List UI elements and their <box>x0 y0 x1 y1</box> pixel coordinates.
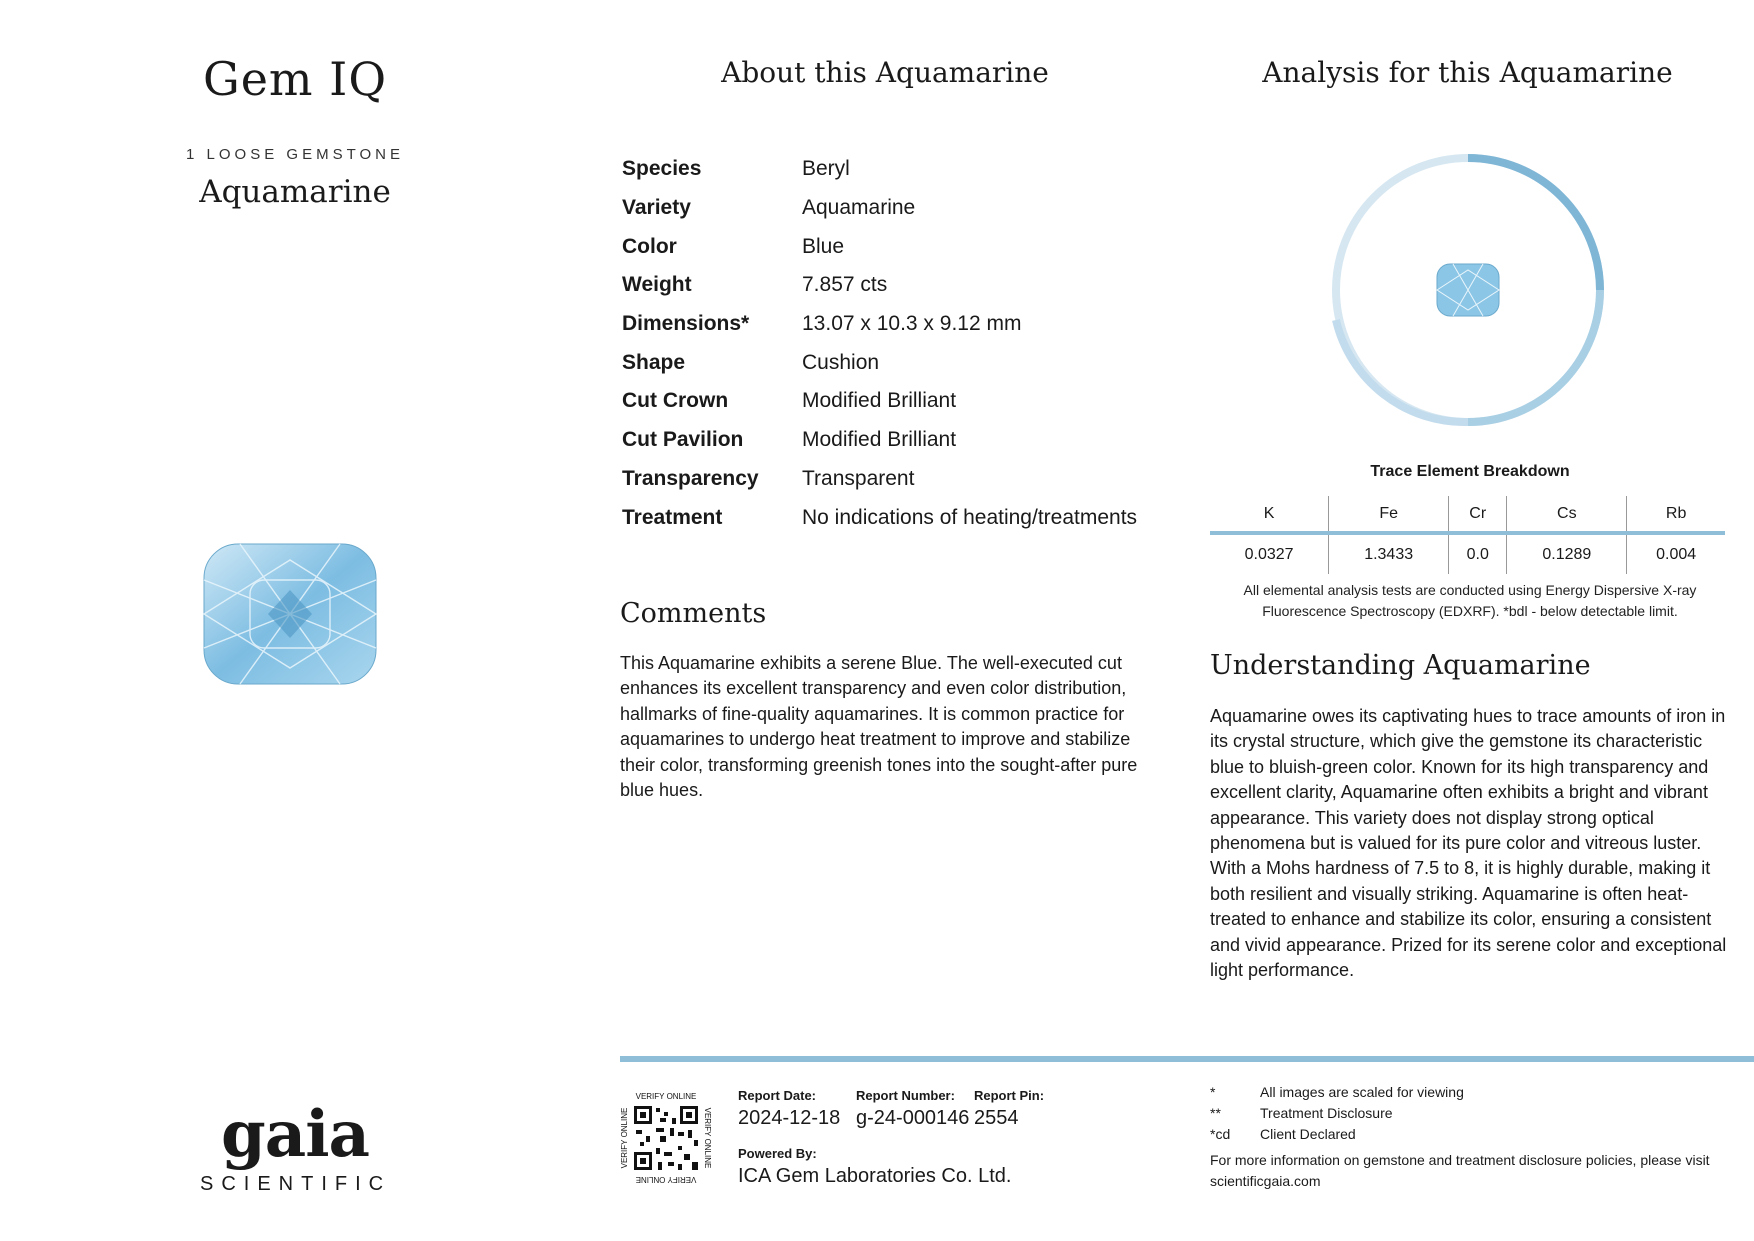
gem-thumbnail <box>1437 264 1499 316</box>
trace-header-row <box>1210 496 1725 533</box>
brand-title: Gem IQ <box>202 52 388 106</box>
verify-label-right: VERIFY ONLINE <box>703 1107 712 1169</box>
about-title: About this Aquamarine <box>721 56 1049 89</box>
comments-title: Comments <box>620 598 767 629</box>
report-date-label: Report Date: <box>738 1088 817 1103</box>
legend-text: Client Declared <box>1260 1126 1356 1142</box>
logo-subtitle: SCIENTIFIC <box>200 1173 392 1195</box>
verify-label-left: VERIFY ONLINE <box>620 1107 629 1169</box>
spec-row <box>622 498 1137 537</box>
report-date-value: 2024-12-18 <box>738 1107 841 1129</box>
powered-by <box>738 1146 1011 1188</box>
trace-header: Rb <box>1627 496 1725 533</box>
trace-value: 0.004 <box>1627 533 1725 574</box>
spec-row <box>622 382 1137 421</box>
spec-label: Cut Pavilion <box>622 428 744 452</box>
gaia-scientific-logo <box>200 1097 392 1196</box>
spec-value: Cushion <box>802 350 880 374</box>
color-ring-graphic <box>1328 150 1608 430</box>
spec-row <box>622 266 1137 305</box>
spec-row <box>622 227 1137 266</box>
trace-value: 1.3433 <box>1329 533 1449 574</box>
report-date <box>738 1088 840 1130</box>
gem-name: Aquamarine <box>199 174 391 210</box>
legend-symbol: *cd <box>1210 1126 1231 1142</box>
spec-label: Transparency <box>622 466 759 490</box>
legend-item <box>1210 1124 1464 1145</box>
spec-row <box>622 189 1137 228</box>
spec-label: Dimensions* <box>622 312 750 336</box>
legend-item <box>1210 1103 1464 1124</box>
report-pin-value: 2554 <box>974 1107 1019 1129</box>
spec-table <box>622 150 1137 537</box>
spec-label: Treatment <box>622 505 723 529</box>
trace-element-table <box>1210 496 1725 574</box>
understanding-title: Understanding Aquamarine <box>1210 650 1591 681</box>
legend-symbol: * <box>1210 1084 1216 1100</box>
spec-label: Color <box>622 234 677 258</box>
verify-label-top: VERIFY ONLINE <box>635 1092 697 1101</box>
trace-value: 0.0327 <box>1244 545 1294 563</box>
trace-value: 0.1289 <box>1507 533 1627 574</box>
report-pin-label: Report Pin: <box>974 1088 1045 1103</box>
spec-row <box>622 305 1137 344</box>
trace-header: Cs <box>1507 496 1627 533</box>
legend-symbol: ** <box>1210 1105 1221 1121</box>
spec-value: No indications of heating/treatments <box>802 505 1138 529</box>
legend-item <box>1210 1082 1464 1103</box>
gem-photo <box>200 540 380 690</box>
legend-text: All images are scaled for viewing <box>1260 1084 1464 1100</box>
spec-value: Modified Brilliant <box>802 428 957 452</box>
report-number-label: Report Number: <box>856 1088 955 1103</box>
spec-value: 13.07 x 10.3 x 9.12 mm <box>802 312 1022 336</box>
spec-value: 7.857 cts <box>802 273 888 297</box>
spec-label: Weight <box>622 273 692 297</box>
trace-title: Trace Element Breakdown <box>1370 463 1570 480</box>
trace-header: Fe <box>1329 496 1449 533</box>
spec-value: Blue <box>802 234 845 258</box>
trace-note: All elemental analysis tests are conducted using Energy Dispersive X-ray Fluorescence Spectroscopy (EDXRF). *bdl - below detectable limit. <box>1243 582 1697 619</box>
logo-wordmark: gaia <box>221 1097 369 1172</box>
trace-header: Cr <box>1449 496 1507 533</box>
spec-value: Modified Brilliant <box>802 389 957 413</box>
verify-qr-code[interactable] <box>620 1092 712 1184</box>
disclosure-note: For more information on gemstone and treatment disclosure policies, please visit scientificgaia.com <box>1210 1152 1710 1189</box>
spec-label: Cut Crown <box>622 389 729 413</box>
spec-row <box>622 343 1137 382</box>
spec-row <box>622 460 1137 499</box>
gemstone-count-kicker: 1 LOOSE GEMSTONE <box>186 146 404 163</box>
verify-label-bottom: VERIFY ONLINE <box>635 1175 697 1184</box>
spec-label: Species <box>622 157 702 181</box>
legend-text: Treatment Disclosure <box>1260 1105 1393 1121</box>
trace-value-row <box>1210 533 1725 574</box>
spec-label: Shape <box>622 350 686 374</box>
report-number-value: g-24-000146 <box>856 1107 970 1129</box>
powered-by-label: Powered By: <box>738 1146 817 1161</box>
trace-header: K <box>1210 496 1329 533</box>
spec-label: Variety <box>622 196 691 220</box>
understanding-body: Aquamarine owes its captivating hues to trace amounts of iron in its crystal structure, which give the gemstone its characteristic blue to bluish-green color. Known for its high transparency and excellent clarity, Aquamarine often exhibits a bright and vibrant appearance. This variety does not display strong optical phenomena but is valued for its pure color and vitreous luster. With a Mohs hardness of 7.5 to 8, it is highly durable, making it both resilient and visually striking. Aquamarine is often heat-treated to enhance and stabilize its color, ensuring a consistent and vivid appearance. Prized for its serene color and exceptional light performance. <box>1210 706 1727 981</box>
divider-bar <box>620 1056 1754 1062</box>
spec-value: Aquamarine <box>802 196 916 220</box>
comments-body: This Aquamarine exhibits a serene Blue. The well-executed cut enhances its excellent transparency and even color distribution, hallmarks of fine-quality aquamarines. It is common practice for aquamarines to undergo heat treatment to improve and stabilize their color, transforming greenish tones into the sought-after pure blue hues. <box>620 653 1138 801</box>
report-number <box>856 1088 969 1130</box>
spec-value: Transparent <box>802 466 915 490</box>
report-pin <box>974 1088 1044 1130</box>
spec-value: Beryl <box>802 157 850 181</box>
spec-row <box>622 150 1137 189</box>
analysis-title: Analysis for this Aquamarine <box>1262 56 1673 89</box>
powered-by-value: ICA Gem Laboratories Co. Ltd. <box>738 1165 1012 1187</box>
trace-value: 0.0 <box>1449 533 1507 574</box>
spec-row <box>622 421 1137 460</box>
footnote-legend <box>1210 1082 1464 1145</box>
